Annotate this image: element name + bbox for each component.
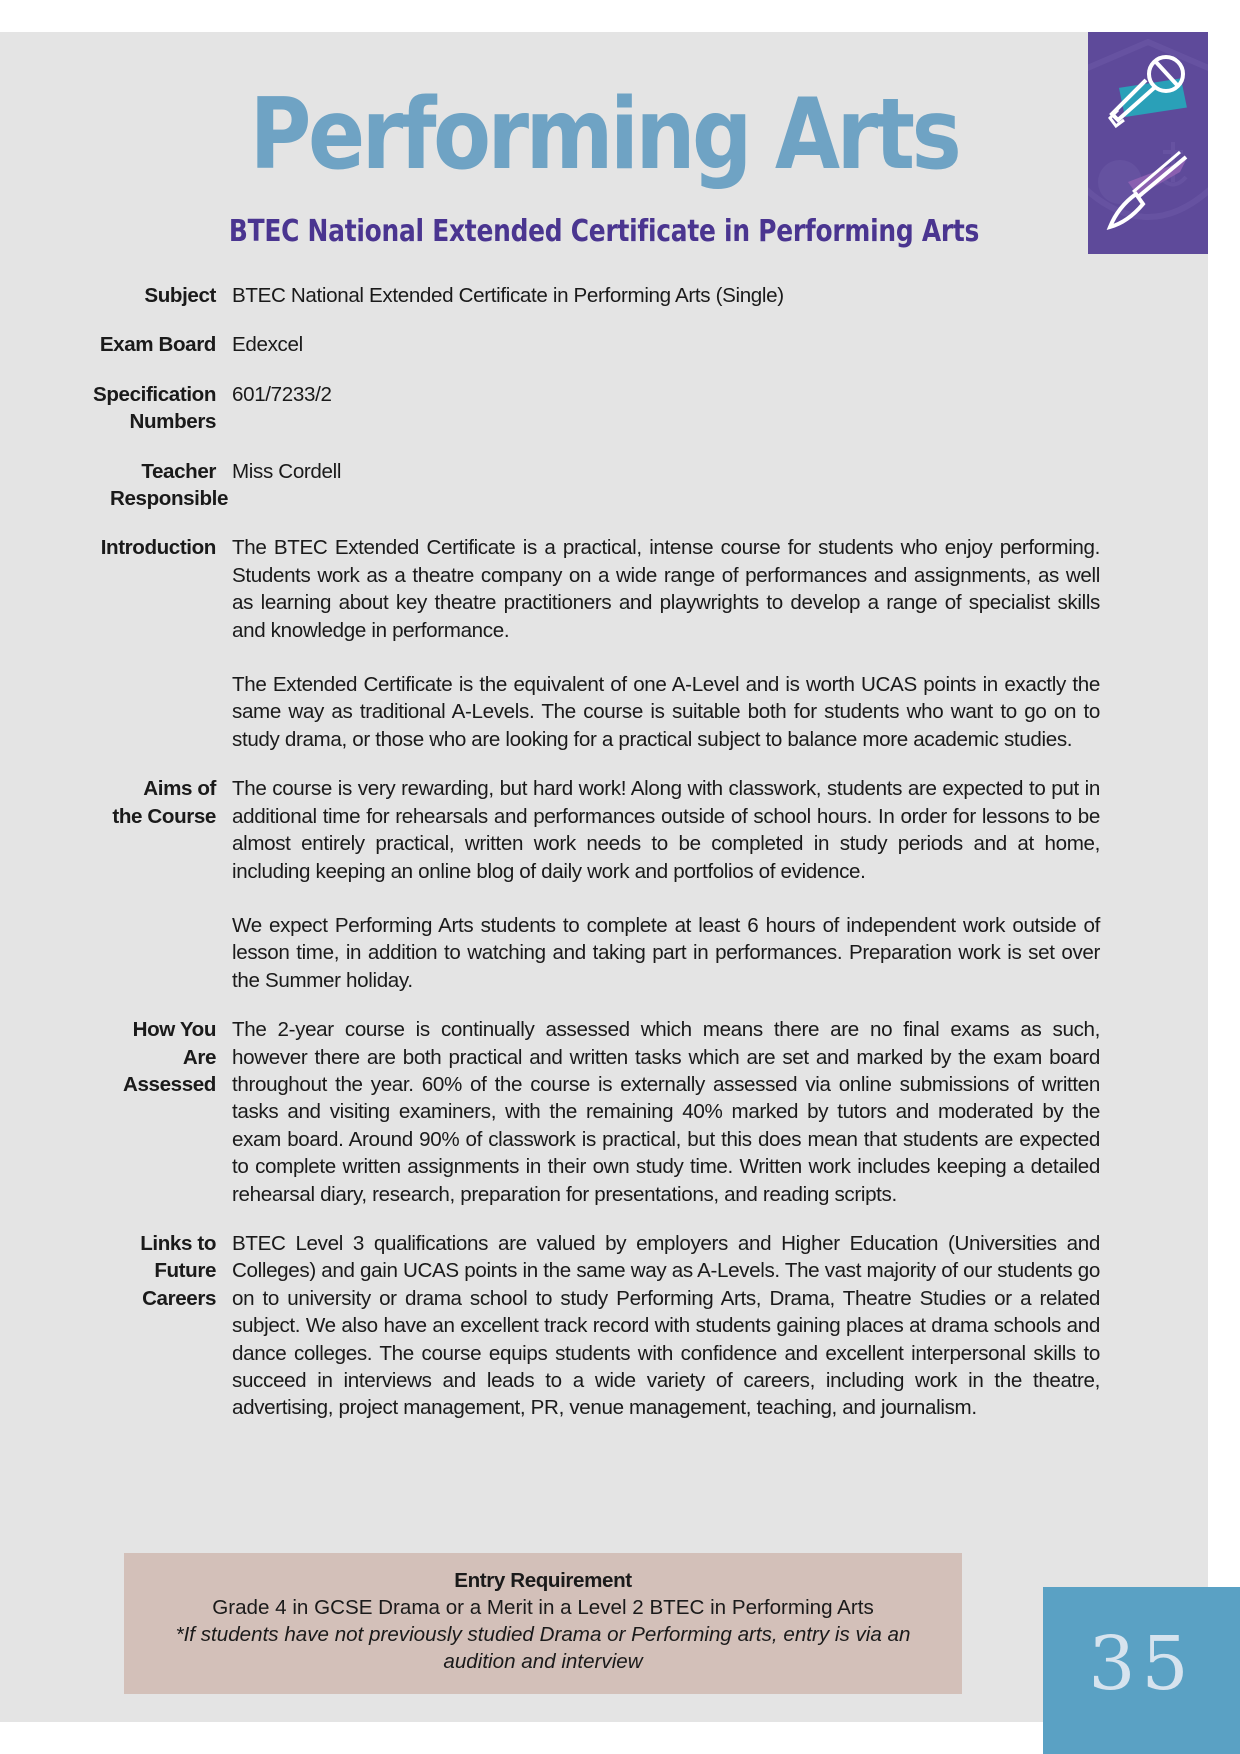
detail-label: Subject	[144, 284, 216, 307]
detail-row-assessment	[0, 1016, 1120, 1208]
paragraph: The BTEC Extended Certificate is a practical, intense course for students who enjoy performing. Students work as a theatre company on a wide range of performances and assignments, as well as learning about key theatre practitioners and playwrights to develop a range of specialist skills and knowledge in performance.	[232, 536, 1100, 642]
entry-requirement-note: *If students have not previously studied Drama or Performing arts, entry is via an audition and interview	[175, 1623, 911, 1673]
entry-requirement-text: Grade 4 in GCSE Drama or a Merit in a Level 2 BTEC in Performing Arts	[212, 1596, 874, 1619]
page-title: Performing Arts	[249, 78, 959, 192]
paragraph: We expect Performing Arts students to complete at least 6 hours of independent work outside of lesson time, in addition to watching and taking part in performances. Preparation work is set over the Summer holiday.	[232, 913, 1100, 992]
page-number-box	[1043, 1587, 1240, 1754]
detail-value	[232, 775, 1100, 994]
detail-value	[232, 1230, 1100, 1422]
detail-row-exam-board	[0, 331, 1120, 358]
paragraph: Miss Cordell	[232, 459, 342, 483]
detail-label: How You Are Assessed	[123, 1018, 216, 1096]
paragraph: BTEC National Extended Certificate in Performing Arts (Single)	[232, 284, 784, 307]
detail-value	[232, 282, 1100, 309]
detail-label: Specification Numbers	[93, 382, 216, 434]
detail-label: Teacher Responsible	[110, 459, 229, 511]
paragraph: The course is very rewarding, but hard work! Along with classwork, students are expected to put in additional time for rehearsals and performances outside of school hours. In order for lessons to be almost entirely practical, written work needs to be completed in study periods and at home, including keeping an online blog of daily work and portfolios of evidence.	[232, 777, 1100, 883]
course-details	[0, 282, 1120, 1444]
paragraph: The 2-year course is continually assessed which means there are no final exams as such, however there are both practical and written tasks which are set and marked by the exam board throughout the year. 60% of the course is externally assessed via online submissions of written tasks and visiting examiners, with the remaining 40% marked by tutors and moderated by the exam board. Around 90% of classwork is practical, but this does mean that students are expected to complete written assignments in their own study time. Written work includes keeping a detailed rehearsal diary, research, preparation for presentations, and reading scripts.	[232, 1018, 1100, 1206]
detail-label: Aims of the Course	[112, 777, 216, 828]
detail-label: Links to Future Careers	[140, 1231, 216, 1310]
detail-row-teacher	[0, 458, 1120, 513]
detail-row-aims	[0, 775, 1120, 994]
paragraph: 601/7233/2	[232, 382, 332, 406]
detail-value	[232, 331, 1100, 358]
detail-value	[232, 1016, 1100, 1208]
detail-value	[232, 534, 1100, 753]
entry-requirement-box	[124, 1553, 962, 1694]
entry-requirement-heading: Entry Requirement	[454, 1569, 632, 1592]
page-number: 35	[1088, 1621, 1195, 1707]
detail-value	[232, 458, 1100, 513]
detail-label: Exam Board	[99, 333, 216, 357]
paragraph: BTEC Level 3 qualifications are valued by employers and Higher Education (Universities and Colleges) and gain UCAS points in the same way as A-Levels. The vast majority of our students go on to university or drama school to study Performing Arts, Drama, Theatre Studies or a related subject. We also have an excellent track record with students gaining places at drama schools and dance colleges. The course equips students with confidence and excellent interpersonal skills to succeed in interviews and leads to a wide variety of careers, including work in the theatre, advertising, project management, PR, venue management, teaching, and journalism.	[232, 1231, 1100, 1420]
detail-row-introduction	[0, 534, 1120, 753]
page-subtitle: BTEC National Extended Certificate in Performing Arts	[228, 214, 980, 249]
paragraph: The Extended Certificate is the equivalent of one A-Level and is worth UCAS points in exactly the same way as traditional A-Levels. The course is suitable both for students who want to go on to study drama, or those who are looking for a practical subject to balance more academic studies.	[232, 673, 1100, 751]
paragraph: Edexcel	[232, 333, 303, 357]
detail-value	[232, 381, 1100, 436]
detail-row-specification	[0, 381, 1120, 436]
detail-label: Introduction	[100, 536, 216, 560]
detail-row-careers	[0, 1230, 1120, 1422]
detail-row-subject	[0, 282, 1120, 309]
